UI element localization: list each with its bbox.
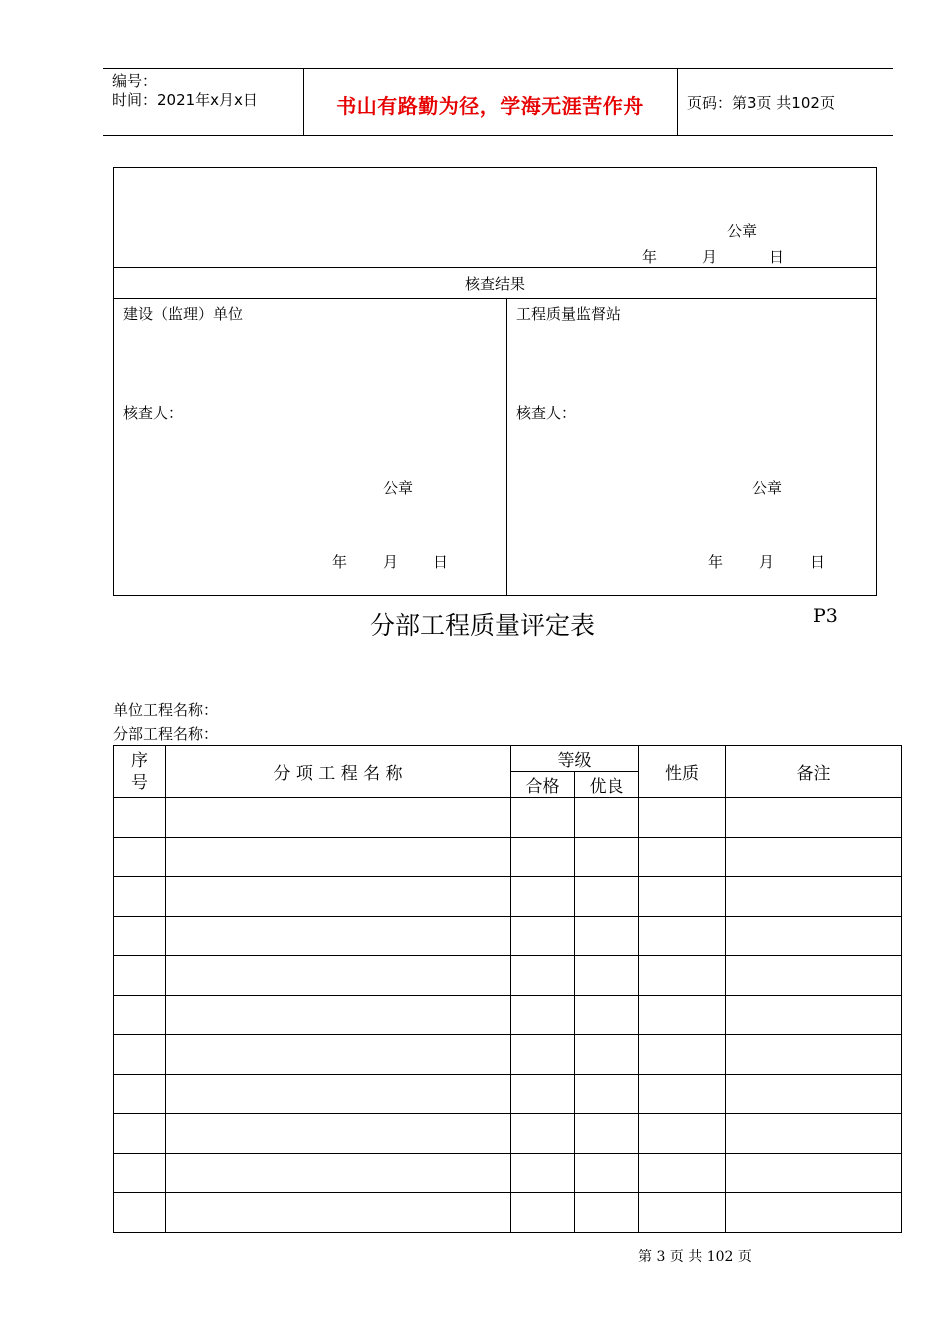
pass-cell[interactable] <box>511 1153 575 1193</box>
excellent-cell[interactable] <box>575 916 639 956</box>
name-cell[interactable] <box>166 916 511 956</box>
right-unit-label: 工程质量监督站 <box>516 305 622 323</box>
excellent-cell[interactable] <box>575 956 639 996</box>
seq-cell[interactable] <box>114 877 166 917</box>
top-date-day: 日 <box>769 248 785 266</box>
name-cell[interactable] <box>166 995 511 1035</box>
nature-cell[interactable] <box>639 916 726 956</box>
pass-cell[interactable] <box>511 1035 575 1075</box>
table-row <box>114 1074 902 1114</box>
pass-cell[interactable] <box>511 837 575 877</box>
table-row <box>114 1035 902 1075</box>
excellent-cell[interactable] <box>575 1035 639 1075</box>
remarks-cell[interactable] <box>726 1114 902 1154</box>
remarks-cell[interactable] <box>726 837 902 877</box>
remarks-cell[interactable] <box>726 1193 902 1233</box>
excellent-cell[interactable] <box>575 798 639 838</box>
seq-cell[interactable] <box>114 1035 166 1075</box>
top-date-year: 年 <box>642 248 658 266</box>
pass-cell[interactable] <box>511 956 575 996</box>
form-code: P3 <box>813 605 838 627</box>
seq-cell[interactable] <box>114 1074 166 1114</box>
seq-cell[interactable] <box>114 995 166 1035</box>
remarks-cell[interactable] <box>726 956 902 996</box>
top-date-month: 月 <box>702 248 718 266</box>
grade-header: 等级 <box>511 746 639 772</box>
name-cell[interactable] <box>166 837 511 877</box>
left-date-month: 月 <box>383 553 399 571</box>
left-date-day: 日 <box>433 553 449 571</box>
nature-cell[interactable] <box>639 837 726 877</box>
table-row <box>114 1153 902 1193</box>
excellent-cell[interactable] <box>575 1114 639 1154</box>
excellent-header: 优良 <box>575 772 639 798</box>
header-number-label: 编号： <box>112 72 158 90</box>
excellent-cell[interactable] <box>575 877 639 917</box>
seq-cell[interactable] <box>114 798 166 838</box>
name-header: 分 项 工 程 名 称 <box>166 746 511 798</box>
remarks-cell[interactable] <box>726 1153 902 1193</box>
seq-header <box>114 746 166 798</box>
nature-cell[interactable] <box>639 1153 726 1193</box>
seq-header-top: 序 <box>131 750 148 771</box>
pass-cell[interactable] <box>511 798 575 838</box>
excellent-cell[interactable] <box>575 1074 639 1114</box>
pass-cell[interactable] <box>511 1114 575 1154</box>
assessment-table <box>113 745 902 1233</box>
name-cell[interactable] <box>166 1193 511 1233</box>
upper-form <box>113 167 877 596</box>
footer-page-number: 第 3 页 共 102 页 <box>638 1249 752 1265</box>
remarks-cell[interactable] <box>726 916 902 956</box>
left-seal: 公章 <box>383 479 414 497</box>
table-row <box>114 798 902 838</box>
seq-cell[interactable] <box>114 1153 166 1193</box>
right-date-month: 月 <box>759 553 775 571</box>
upper-form-center-divider <box>506 298 507 596</box>
page-title: 分部工程质量评定表 <box>370 611 596 640</box>
nature-cell[interactable] <box>639 1193 726 1233</box>
right-date-day: 日 <box>810 553 826 571</box>
right-checker-label: 核查人： <box>516 404 577 422</box>
header-divider-right <box>677 68 678 136</box>
upper-form-rule-2 <box>113 298 877 299</box>
name-cell[interactable] <box>166 798 511 838</box>
left-checker-label: 核查人： <box>123 404 184 422</box>
nature-cell[interactable] <box>639 1074 726 1114</box>
header-bottom-rule <box>103 135 893 136</box>
excellent-cell[interactable] <box>575 995 639 1035</box>
excellent-cell[interactable] <box>575 1153 639 1193</box>
table-row <box>114 877 902 917</box>
unit-project-label: 单位工程名称： <box>113 701 219 719</box>
name-cell[interactable] <box>166 956 511 996</box>
nature-cell[interactable] <box>639 1114 726 1154</box>
seq-header-bottom: 号 <box>131 772 148 793</box>
header-time-label: 时间：2021年x月x日 <box>112 91 258 109</box>
seq-cell[interactable] <box>114 837 166 877</box>
pass-cell[interactable] <box>511 995 575 1035</box>
table-row <box>114 1193 902 1233</box>
check-result-heading: 核查结果 <box>464 275 525 293</box>
name-cell[interactable] <box>166 1074 511 1114</box>
sub-project-label: 分部工程名称： <box>113 725 219 743</box>
excellent-cell[interactable] <box>575 1193 639 1233</box>
seq-cell[interactable] <box>114 1193 166 1233</box>
header-top-rule <box>103 68 893 69</box>
pass-header: 合格 <box>511 772 575 798</box>
remarks-cell[interactable] <box>726 995 902 1035</box>
nature-header: 性质 <box>639 746 726 798</box>
seq-cell[interactable] <box>114 1114 166 1154</box>
header-page-label: 页码：第3页 共102页 <box>687 94 835 112</box>
nature-cell[interactable] <box>639 956 726 996</box>
name-cell[interactable] <box>166 1035 511 1075</box>
pass-cell[interactable] <box>511 877 575 917</box>
nature-cell[interactable] <box>639 877 726 917</box>
name-cell[interactable] <box>166 1153 511 1193</box>
nature-cell[interactable] <box>639 1035 726 1075</box>
nature-cell[interactable] <box>639 995 726 1035</box>
header-motto: 书山有路勤为径，学海无涯苦作舟 <box>336 94 644 118</box>
remarks-cell[interactable] <box>726 1035 902 1075</box>
right-seal: 公章 <box>752 479 783 497</box>
left-unit-label: 建设（监理）单位 <box>123 305 244 323</box>
pass-cell[interactable] <box>511 916 575 956</box>
remarks-cell[interactable] <box>726 877 902 917</box>
table-row <box>114 916 902 956</box>
top-seal: 公章 <box>727 222 758 240</box>
table-row <box>114 995 902 1035</box>
nature-cell[interactable] <box>639 798 726 838</box>
pass-cell[interactable] <box>511 1074 575 1114</box>
pass-cell[interactable] <box>511 1193 575 1233</box>
table-row <box>114 837 902 877</box>
excellent-cell[interactable] <box>575 837 639 877</box>
left-date-year: 年 <box>332 553 348 571</box>
right-date-year: 年 <box>708 553 724 571</box>
seq-cell[interactable] <box>114 916 166 956</box>
table-row <box>114 1114 902 1154</box>
name-cell[interactable] <box>166 877 511 917</box>
remarks-header: 备注 <box>726 746 902 798</box>
remarks-cell[interactable] <box>726 1074 902 1114</box>
table-row <box>114 956 902 996</box>
remarks-cell[interactable] <box>726 798 902 838</box>
seq-cell[interactable] <box>114 956 166 996</box>
upper-form-rule-1 <box>113 267 877 268</box>
name-cell[interactable] <box>166 1114 511 1154</box>
